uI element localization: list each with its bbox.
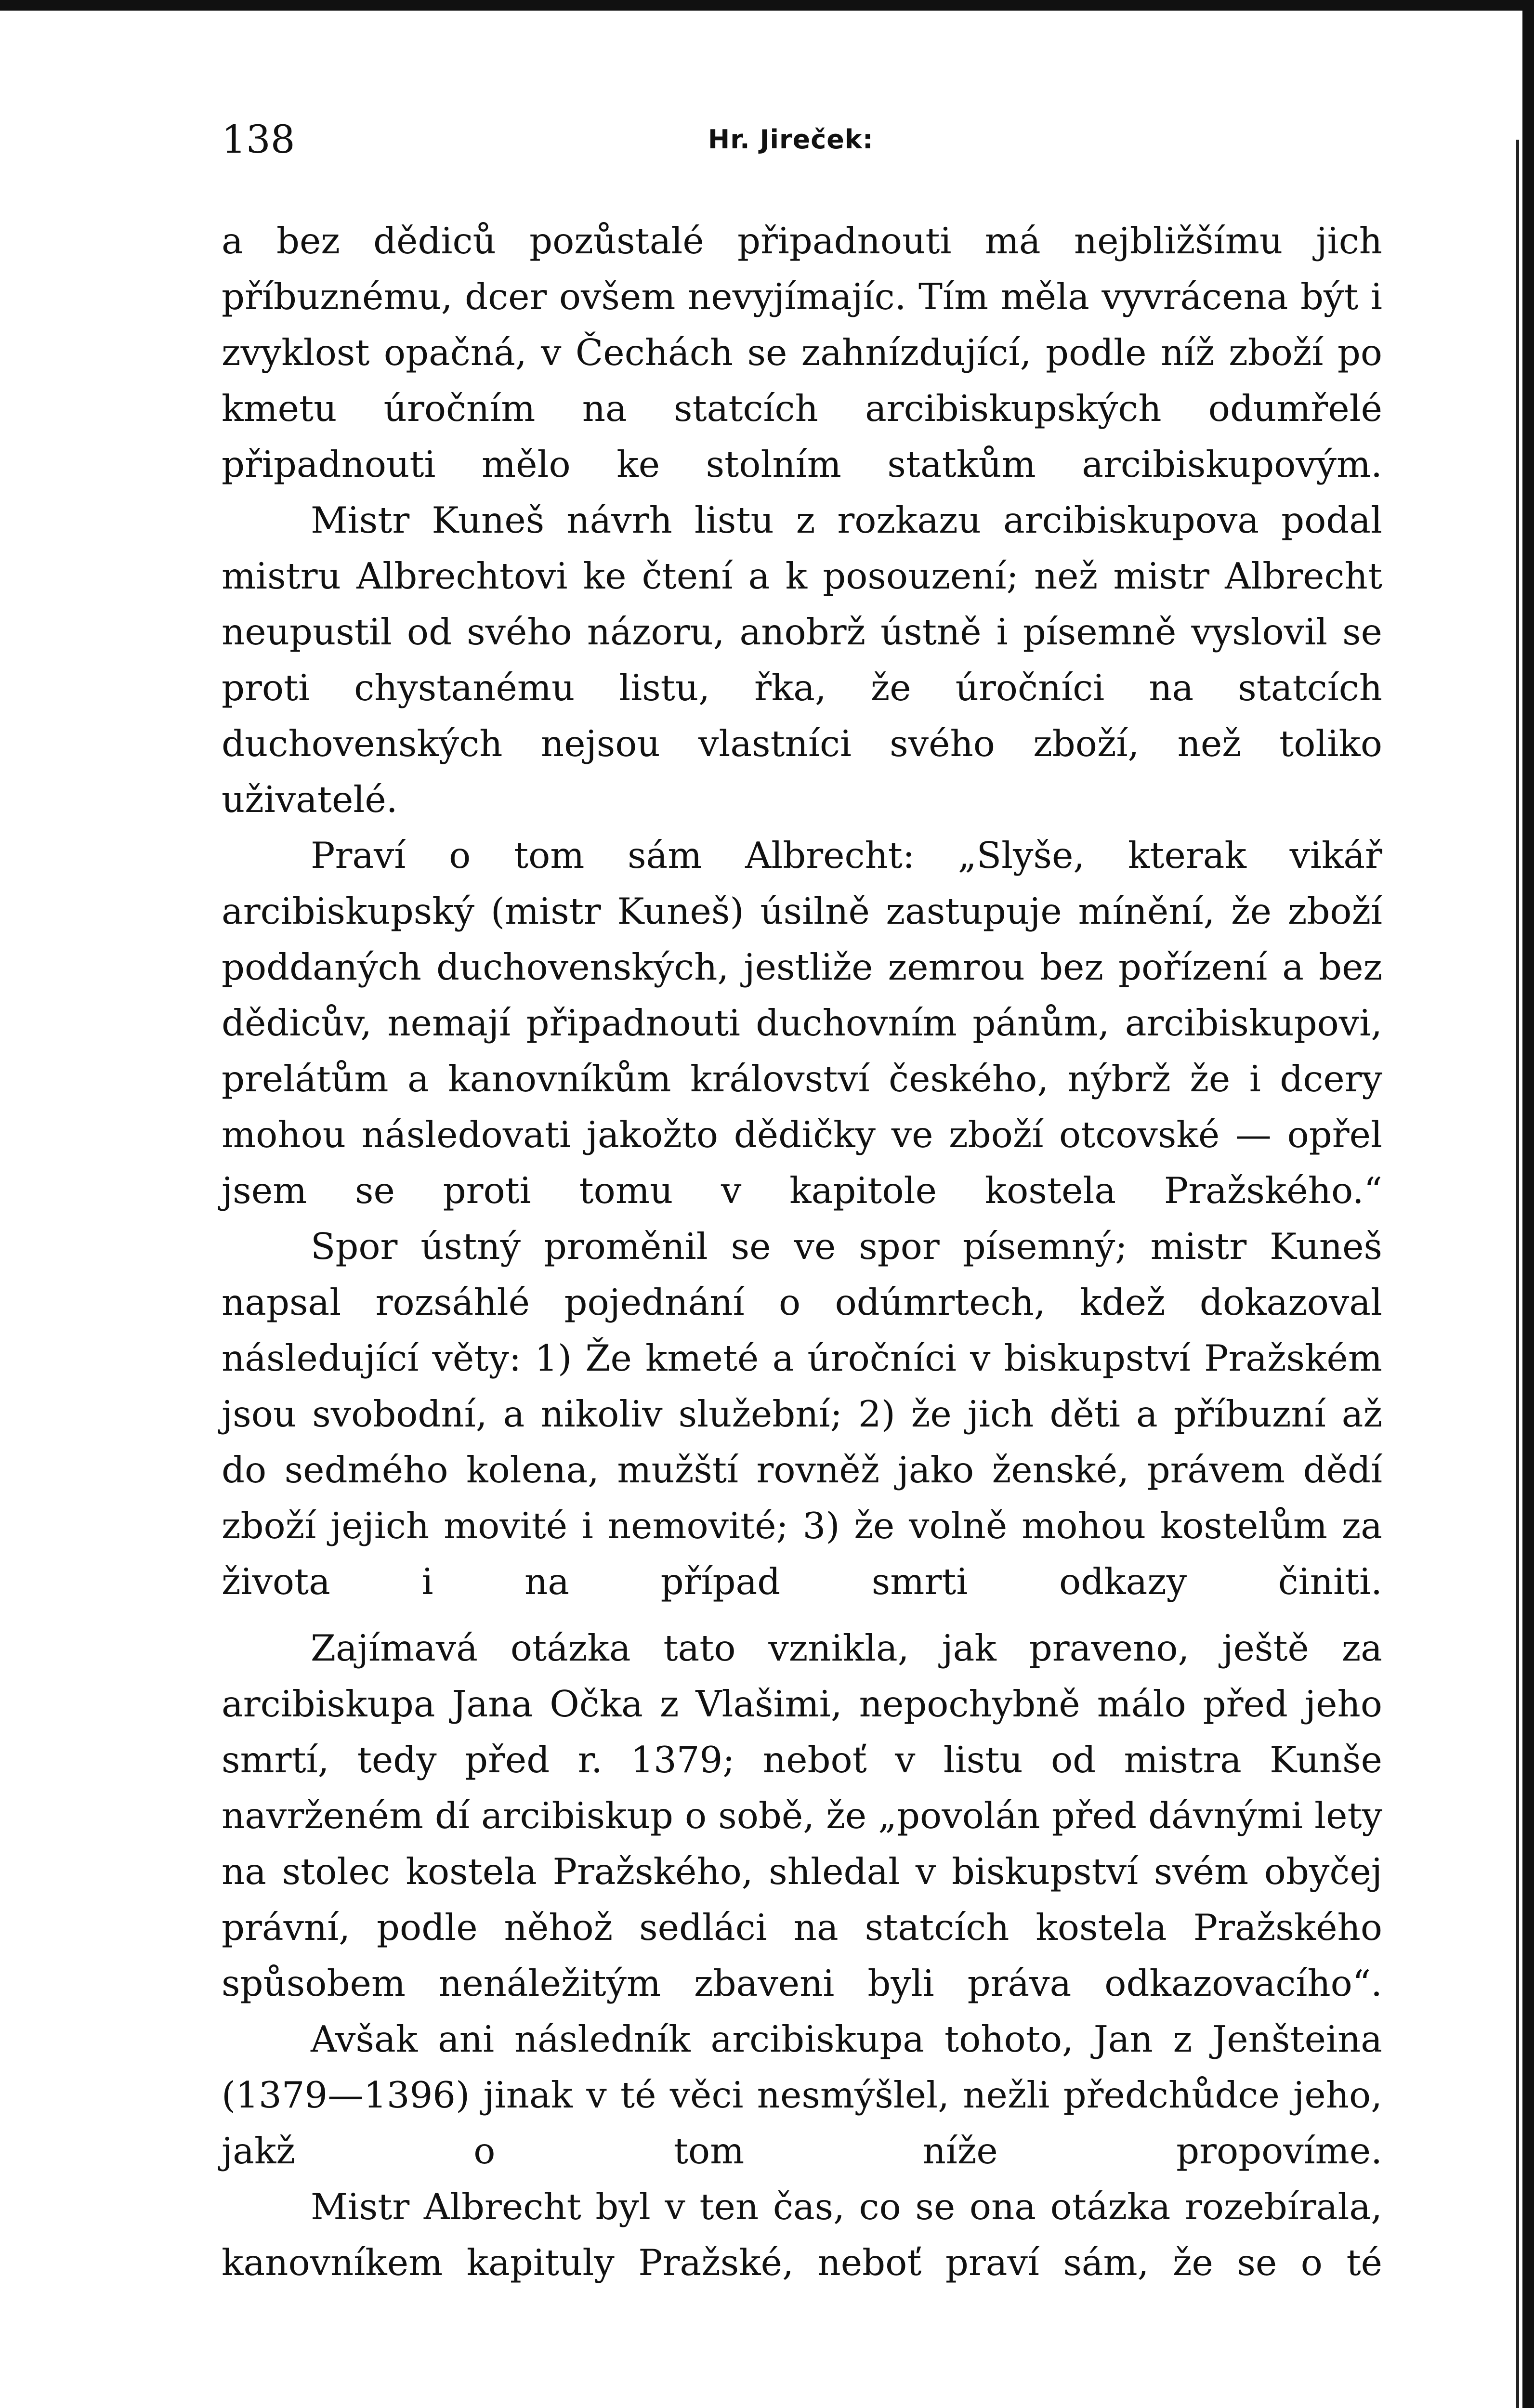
paragraph: Mistr Kuneš návrh listu z rozkazu arcibiskupova podal mistru Albrechtovi ke čtení a k posouzení; než mistr Albrecht neupustil od svého názoru, anobrž ústně i písemně vyslovil se proti chystanému listu, řka, že úročníci na statcích duchovenských nejsou vlastníci svého zboží, než toliko uživatelé. [222, 499, 1382, 821]
body-text [222, 213, 1382, 2290]
book-page [222, 116, 1382, 2290]
scan-border-top [0, 0, 1534, 11]
paragraph: Avšak ani následník arcibiskupa tohoto, Jan z Jenšteina (1379—1396) jinak v té věci nesmýšlel, nežli předchůdce jeho, jakž o tom níže propovíme. [222, 2018, 1382, 2172]
paragraph: a bez dědiců pozůstalé připadnouti má nejbližšímu jich příbuznému, dcer ovšem nevyjímajíc. Tím měla vyvrácena být i zvyklost opačná, v Čechách se zahnízdující, podle níž zboží po kmetu úročním na statcích arcibiskupských odumřelé připadnouti mělo ke stolním statkům arcibiskupovým. [222, 220, 1382, 485]
header-title: Hr. Jireček: [708, 124, 874, 155]
running-header [222, 116, 1382, 169]
paragraph: Spor ústný proměnil se ve spor písemný; mistr Kuneš napsal rozsáhlé pojednání o odúmrtech, kdež dokazoval následující věty: 1) Že kmeté a úročníci v biskupství Pražském jsou svobodní, a nikoliv služební; 2) že jich děti a příbuzní až do sedmého kolena, mužští rovněž jako ženské, právem dědí zboží jejich movité i nemovité; 3) že volně mohou kostelům za života i na případ smrti odkazy činiti. [222, 1225, 1382, 1603]
paragraph: Praví o tom sám Albrecht: „Slyše, kterak vikář arcibiskupský (mistr Kuneš) úsilně zastupuje mínění, že zboží poddaných duchovenských, jestliže zemrou bez pořízení a bez dědicův, nemají připadnouti duchovním pánům, arcibiskupovi, prelátům a kanovníkům království českého, nýbrž že i dcery mohou následovati jakožto dědičky ve zboží otcovské — opřel jsem se proti tomu v kapitole kostela Pražského.“ [222, 834, 1382, 1212]
paragraph: Mistr Albrecht byl v ten čas, co se ona otázka rozebírala, kanovníkem kapituly Pražské, neboť praví sám, že se o té [222, 2186, 1382, 2284]
paragraph: Zajímavá otázka tato vznikla, jak praveno, ještě za arcibiskupa Jana Očka z Vlašimi, nepochybně málo před jeho smrtí, tedy před r. 1379; neboť v listu od mistra Kunše navrženém dí arcibiskup o sobě, že „povolán před dávnými lety na stolec kostela Pražského, shledal v biskupství svém obyčej právní, podle něhož sedláci na statcích kostela Pražského spůsobem nenáležitým zbaveni byli práva odkazovacího“. [222, 1627, 1382, 2004]
scan-border-right [1522, 0, 1534, 2408]
page-number: 138 [222, 117, 295, 162]
page-edge-rule [1516, 140, 1519, 2408]
